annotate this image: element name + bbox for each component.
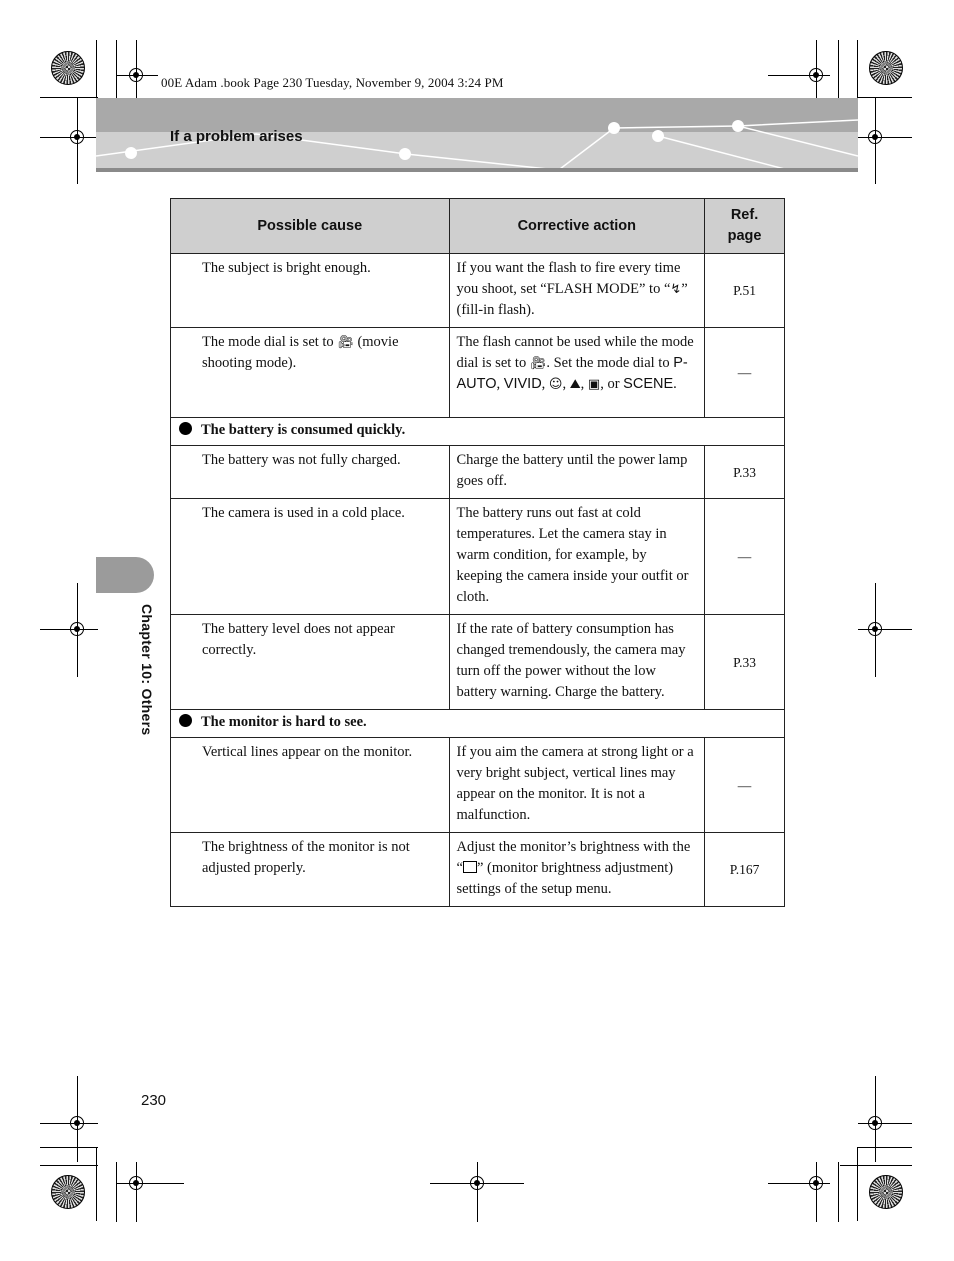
action-cell: The flash cannot be used while the mode dial is set to 🎥︎. Set the mode dial to P-AUTO, VIVID, ☺, ⛰, ▣, or SCENE.: [449, 328, 705, 418]
section-title: If a problem arises: [170, 128, 303, 145]
table-header-row: [171, 199, 785, 254]
bullet-icon: [179, 714, 192, 727]
flash-icon: ↯: [670, 282, 682, 297]
category-row: [171, 418, 785, 446]
action-cell: If the rate of battery consumption has changed tremendously, the camera may turn off the power without the low battery warning. Charge the battery.: [449, 615, 705, 710]
color-rosette-icon: [51, 1175, 85, 1209]
cause-cell: The subject is bright enough.: [171, 254, 450, 328]
color-rosette-icon: [51, 51, 85, 85]
file-info: 00E Adam .book Page 230 Tuesday, November 9, 2004 3:24 PM: [161, 75, 504, 90]
mode-scene: SCENE: [623, 376, 674, 392]
action-cell: Charge the battery until the power lamp goes off.: [449, 446, 705, 499]
ref-cell: P.167: [705, 833, 785, 907]
action-cell: If you aim the camera at strong light or a very bright subject, vertical lines may appear on the monitor. It is not a malfunction.: [449, 738, 705, 833]
category-battery: The battery is consumed quickly.: [171, 418, 785, 446]
ref-cell: P.33: [705, 615, 785, 710]
table-row: [171, 738, 785, 833]
header-possible-cause: Possible cause: [171, 199, 450, 254]
mode-p-auto: P-AUTO: [456, 355, 688, 392]
mode-vivid: VIVID: [503, 376, 542, 392]
page-number: 230: [141, 1092, 167, 1109]
cause-cell: The battery was not fully charged.: [171, 446, 450, 499]
ref-cell: —: [705, 499, 785, 615]
color-rosette-icon: [869, 51, 903, 85]
cause-cell: The battery level does not appear correctly.: [171, 615, 450, 710]
troubleshooting-table: [170, 198, 785, 907]
night-scene-icon: ▣: [587, 377, 601, 392]
movie-camera-icon: 🎥︎: [529, 356, 547, 371]
movie-camera-icon: 🎥︎: [337, 335, 354, 350]
chapter-tab: [96, 557, 154, 593]
ref-cell: —: [705, 738, 785, 833]
header-corrective-action: Corrective action: [449, 199, 705, 254]
table-row: [171, 446, 785, 499]
bullet-icon: [179, 422, 192, 435]
table-row: [171, 499, 785, 615]
table-row: [171, 615, 785, 710]
cause-cell: Vertical lines appear on the monitor.: [171, 738, 450, 833]
table-row: [171, 254, 785, 328]
cause-cell: The mode dial is set to 🎥︎ (movie shooting mode).: [171, 328, 450, 418]
ref-cell: P.51: [705, 254, 785, 328]
portrait-icon: ☺: [548, 377, 563, 392]
monitor-brightness-icon: [463, 861, 477, 873]
cause-cell: The camera is used in a cold place.: [171, 499, 450, 615]
action-cell: Adjust the monitor’s brightness with the “ ” (monitor brightness adjustment) settings of the setup menu.: [449, 833, 705, 907]
ref-cell: P.33: [705, 446, 785, 499]
action-cell: If you want the flash to fire every time you shoot, set “FLASH MODE” to “↯” (fill-in flash).: [449, 254, 705, 328]
color-rosette-icon: [869, 1175, 903, 1209]
category-monitor: The monitor is hard to see.: [171, 710, 785, 738]
landscape-icon: ⛰: [569, 377, 581, 392]
table-row: [171, 833, 785, 907]
chapter-label: Chapter 10: Others: [139, 604, 155, 736]
action-cell: The battery runs out fast at cold temperatures. Let the camera stay in warm condition, for example, by keeping the camera inside your outfit or cloth.: [449, 499, 705, 615]
table-row: [171, 328, 785, 418]
cause-cell: The brightness of the monitor is not adjusted properly.: [171, 833, 450, 907]
header-ref-page: Ref. page: [705, 199, 785, 254]
ref-cell: —: [705, 328, 785, 418]
category-row: [171, 710, 785, 738]
